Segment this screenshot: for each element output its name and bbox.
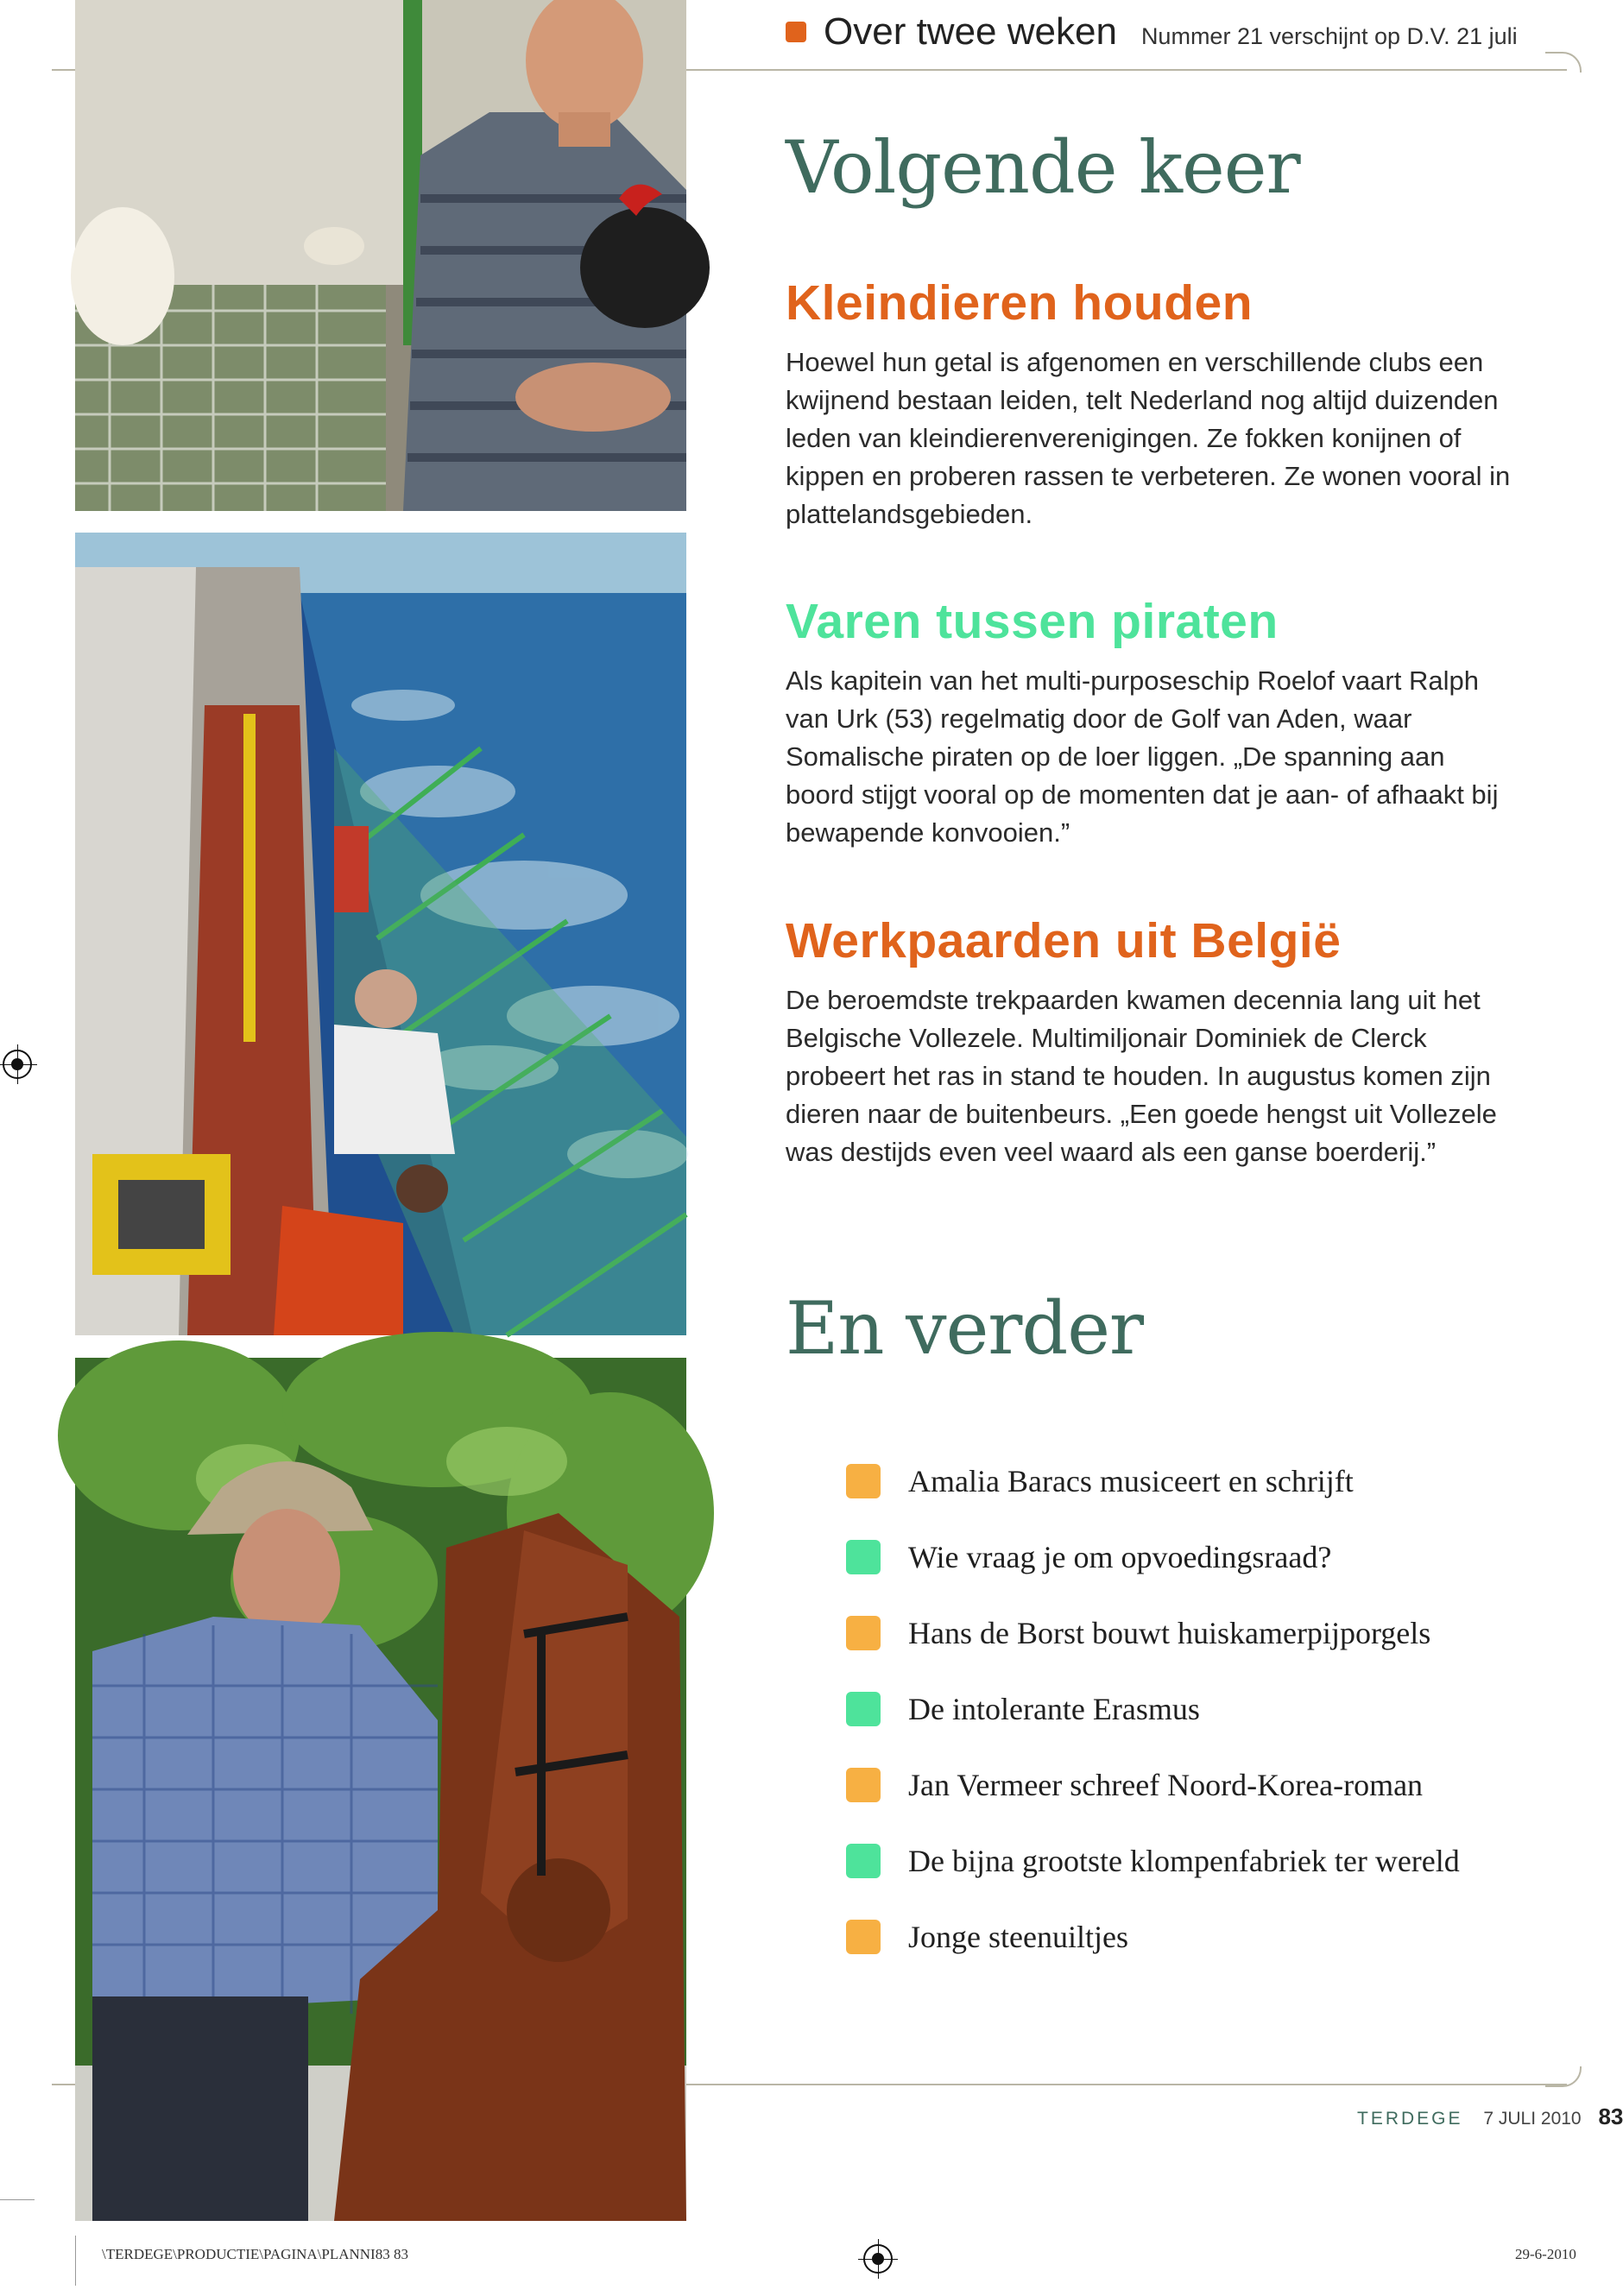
article-kleindieren [786,274,1511,533]
square-bullet-icon [846,1920,881,1954]
issue-date: 7 JULI 2010 [1483,2109,1582,2129]
magazine-name: TERDEGE [1357,2109,1463,2129]
list-item-text: De bijna grootste klompenfabriek ter wereld [908,1844,1460,1878]
square-bullet-icon [846,1540,881,1574]
photo-man-with-horse [75,1358,686,2221]
square-bullet-icon [846,1616,881,1650]
list-item [846,1823,1460,1899]
article-title: Werkpaarden uit België [786,913,1342,968]
article-body: Hoewel hun getal is afgenomen en verschillende clubs een kwijnend bestaan leiden, telt Nederland nog altijd duizenden leden van kleindierenverenigingen. Ze fokken konijnen of kippen en proberen rassen te verbeteren. Ze wonen vooral in plattelandsgebieden. [786,347,1511,529]
registration-mark-icon [3,1050,32,1079]
section-heading-more: En verder [786,1286,1144,1371]
header-note: Nummer 21 verschijnt op D.V. 21 juli [1140,23,1518,49]
issue-header [786,10,1518,54]
bottom-rule [686,2084,1567,2085]
list-item-text: Jonge steenuiltjes [908,1920,1128,1954]
list-item-text: Hans de Borst bouwt huiskamerpijporgels [908,1616,1431,1650]
square-bullet-icon [846,1768,881,1802]
list-item [846,1595,1460,1671]
list-item [846,1519,1460,1595]
list-item [846,1747,1460,1823]
square-bullet-icon [846,1464,881,1498]
article-title: Kleindieren houden [786,275,1254,331]
bottom-rule-curve [1545,2066,1582,2087]
list-item-text: Jan Vermeer schreef Noord-Korea-roman [908,1768,1424,1802]
photo-breeder-with-chicken [75,0,686,511]
registration-mark-icon [863,2244,893,2274]
photo-ship-deck-sea [75,533,686,1335]
crop-mark [0,2199,35,2200]
square-bullet-icon [846,1844,881,1878]
list-item [846,1899,1460,1975]
article-piraten [786,593,1511,852]
top-rule-left [52,69,75,71]
page-footer [1357,2104,1623,2130]
list-item-text: De intolerante Erasmus [908,1692,1200,1726]
print-slug-path: \TERDEGE\PRODUCTIE\PAGINA\PLANNI83 83 [102,2246,408,2262]
article-body: Als kapitein van het multi-purposeschip Roelof vaart Ralph van Urk (53) regelmatig door de Golf van Aden, waar Somalische piraten op de loer liggen. „De spanning aan boord stijgt vooral op de momenten dat je aan- of afhaakt bij bewapende konvooien.” [786,665,1499,848]
list-item [846,1443,1460,1519]
article-body: De beroemdste trekpaarden kwamen decennia lang uit het Belgische Vollezele. Multimiljonair Dominiek de Clerck probeert het ras in stand te houden. In augustus komen zijn dieren naar de buitenbeurs. „Een goede hengst uit Vollezele was destijds even veel waard als een ganse boerderij.” [786,985,1497,1167]
more-items-list [846,1443,1460,1975]
top-rule-curve [1545,52,1582,73]
header-title: Over twee weken [824,10,1117,53]
list-item [846,1671,1460,1747]
top-rule [686,69,1567,71]
section-heading-next: Volgende keer [786,125,1300,210]
page-number: 83 [1598,2104,1623,2129]
print-slug-date: 29-6-2010 [1515,2246,1576,2262]
article-title: Varen tussen piraten [786,594,1279,649]
orange-square-icon [786,22,806,42]
list-item-text: Wie vraag je om opvoedingsraad? [908,1540,1332,1574]
slug-divider [75,2236,76,2286]
bottom-rule-left [52,2084,75,2085]
list-item-text: Amalia Baracs musiceert en schrijft [908,1464,1354,1498]
square-bullet-icon [846,1692,881,1726]
article-werkpaarden [786,912,1511,1171]
